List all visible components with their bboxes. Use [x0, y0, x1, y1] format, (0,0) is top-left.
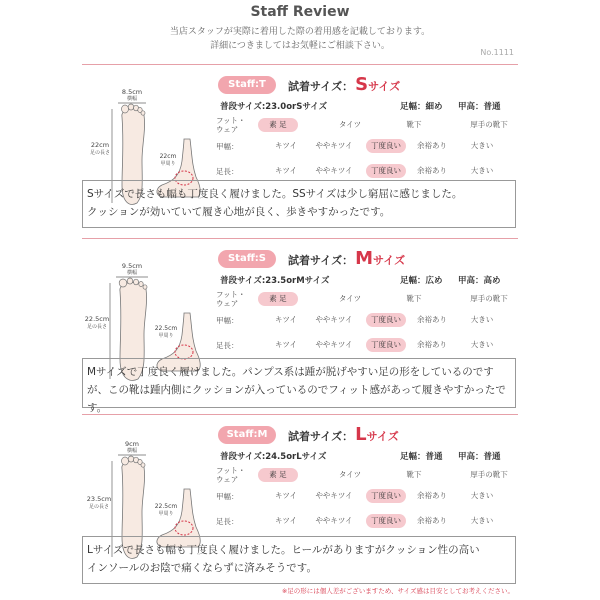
staff-tag: Staff:M: [218, 426, 276, 444]
length-option: キツイ: [274, 166, 298, 175]
length-option: 丁度良い: [366, 338, 406, 352]
size-letter: M: [355, 248, 374, 269]
row-label-length: 足長：: [216, 341, 239, 350]
tried-size: 試着サイズ： Sサイズ: [288, 74, 401, 95]
ankle-value: 22.5cm: [154, 325, 178, 332]
footwear-option: 靴下: [406, 120, 422, 129]
instep-option: 丁度良い: [366, 489, 406, 503]
review-comment: Sサイズで長さも幅も丁度良く履けました。SSサイズは少し窮屈に感じました。 クッションが効いていて履き心地が良く、歩きやすかったです。: [82, 180, 516, 228]
divider: [82, 414, 518, 415]
footwear-option: 厚手の靴下: [470, 470, 508, 479]
instep-option: 丁度良い: [366, 139, 406, 153]
length-option: キツイ: [274, 340, 298, 349]
length-option: 大きい: [470, 340, 494, 349]
review-panel-2: [82, 242, 518, 416]
footwear-option: 靴下: [406, 470, 422, 479]
tried-size: 試着サイズ： Lサイズ: [288, 424, 399, 445]
length-option: 余裕あり: [417, 516, 447, 525]
foot-length-value: 22.5cm: [84, 315, 110, 323]
ankle-label: 甲周り: [160, 161, 176, 167]
review-panel-3: [82, 418, 518, 592]
foot-width-label: 横幅: [126, 270, 138, 276]
size-letter: L: [355, 424, 367, 445]
length-option: 余裕あり: [417, 340, 447, 349]
instep-option: 大きい: [470, 141, 494, 150]
row-label-instep: 甲幅：: [216, 142, 239, 151]
foot-length-value: 22cm: [90, 141, 110, 149]
instep-option: キツイ: [274, 141, 298, 150]
foot-width-value: 9cm: [124, 440, 140, 448]
instep-option: ややキツイ: [315, 315, 353, 324]
instep-option: 余裕あり: [417, 315, 447, 324]
footwear-option: 素 足: [258, 468, 298, 482]
subtitle-line-2: 詳細につきましてはお気軽にご相談下さい。: [210, 41, 390, 51]
footwear-option: 素 足: [258, 292, 298, 306]
ankle-value: 22cm: [159, 153, 177, 160]
divider: [82, 238, 518, 239]
foot-length-label: 足の長さ: [89, 150, 111, 156]
ankle-label: 甲周り: [158, 511, 174, 517]
instep-option: 余裕あり: [417, 491, 447, 500]
normal-size: 普段サイズ:24.5orLサイズ: [220, 452, 327, 462]
length-option: 丁度良い: [366, 164, 406, 178]
foot-width-value: 9.5cm: [121, 262, 143, 270]
instep-option: ややキツイ: [315, 141, 353, 150]
footwear-option: 厚手の靴下: [470, 120, 508, 129]
footwear-option: 素 足: [258, 118, 298, 132]
footer-note: ※足の形には個人差がございますため、サイズ感は目安としてお考えください。: [281, 587, 514, 595]
length-option: 余裕あり: [417, 166, 447, 175]
instep-height: 甲高：高め: [458, 276, 501, 286]
foot-width-value: 8.5cm: [121, 88, 143, 96]
review-panel-1: [82, 68, 518, 242]
footwear-option: 靴下: [406, 294, 422, 303]
footwear-option: タイツ: [338, 294, 362, 303]
footwear-option: タイツ: [338, 470, 362, 479]
page-title: Staff Review: [250, 4, 350, 20]
staff-tag: Staff:T: [218, 76, 276, 94]
length-option: 大きい: [470, 166, 494, 175]
staff-tag: Staff:S: [218, 250, 276, 268]
instep-option: 大きい: [470, 491, 494, 500]
row-label-footwear: フット・ ウェア: [216, 116, 246, 134]
row-label-footwear: フット・ ウェア: [216, 466, 246, 484]
foot-width-type: 足幅：普通: [400, 452, 443, 462]
foot-length-value: 23.5cm: [86, 495, 112, 503]
normal-size: 普段サイズ:23.0orSサイズ: [220, 102, 328, 112]
instep-option: キツイ: [274, 315, 298, 324]
instep-height: 甲高：普通: [458, 452, 501, 462]
review-comment: Mサイズで丁度良く履けました。パンプス系は踵が脱げやすい足の形をしているのです が、この靴は踵内側にクッションが入っているのでフィット感があって履きやすかったです。: [82, 358, 516, 408]
review-comment: Lサイズで長さも幅も丁度良く履けました。ヒールがありますがクッション性の高い インソールのお陰で痛くならずに済みそうです。: [82, 536, 516, 584]
foot-length-label: 足の長さ: [86, 324, 108, 330]
length-option: ややキツイ: [315, 166, 353, 175]
instep-option: 大きい: [470, 315, 494, 324]
foot-width-label: 横幅: [126, 96, 138, 102]
length-option: キツイ: [274, 516, 298, 525]
length-option: ややキツイ: [315, 516, 353, 525]
row-label-length: 足長：: [216, 167, 239, 176]
item-number: No.1111: [480, 48, 514, 57]
row-label-length: 足長：: [216, 517, 239, 526]
tried-size: 試着サイズ： Mサイズ: [288, 248, 406, 269]
row-label-footwear: フット・ ウェア: [216, 290, 246, 308]
foot-width-type: 足幅：広め: [400, 276, 443, 286]
instep-height: 甲高：普通: [458, 102, 501, 112]
instep-option: ややキツイ: [315, 491, 353, 500]
divider: [82, 64, 518, 65]
instep-option: キツイ: [274, 491, 298, 500]
header: [0, 0, 600, 64]
length-option: ややキツイ: [315, 340, 353, 349]
instep-option: 余裕あり: [417, 141, 447, 150]
footwear-option: タイツ: [338, 120, 362, 129]
length-option: 大きい: [470, 516, 494, 525]
row-label-instep: 甲幅：: [216, 316, 239, 325]
instep-option: 丁度良い: [366, 313, 406, 327]
footwear-option: 厚手の靴下: [470, 294, 508, 303]
size-letter: S: [355, 74, 369, 95]
foot-length-label: 足の長さ: [88, 504, 110, 510]
ankle-label: 甲周り: [158, 333, 174, 339]
row-label-instep: 甲幅：: [216, 492, 239, 501]
foot-width-type: 足幅：細め: [400, 102, 443, 112]
subtitle-line-1: 当店スタッフが実際に着用した際の着用感を記載しております。: [169, 27, 431, 37]
ankle-value: 22.5cm: [154, 503, 178, 510]
length-option: 丁度良い: [366, 514, 406, 528]
normal-size: 普段サイズ:23.5orMサイズ: [220, 276, 330, 286]
foot-width-label: 横幅: [126, 448, 138, 454]
